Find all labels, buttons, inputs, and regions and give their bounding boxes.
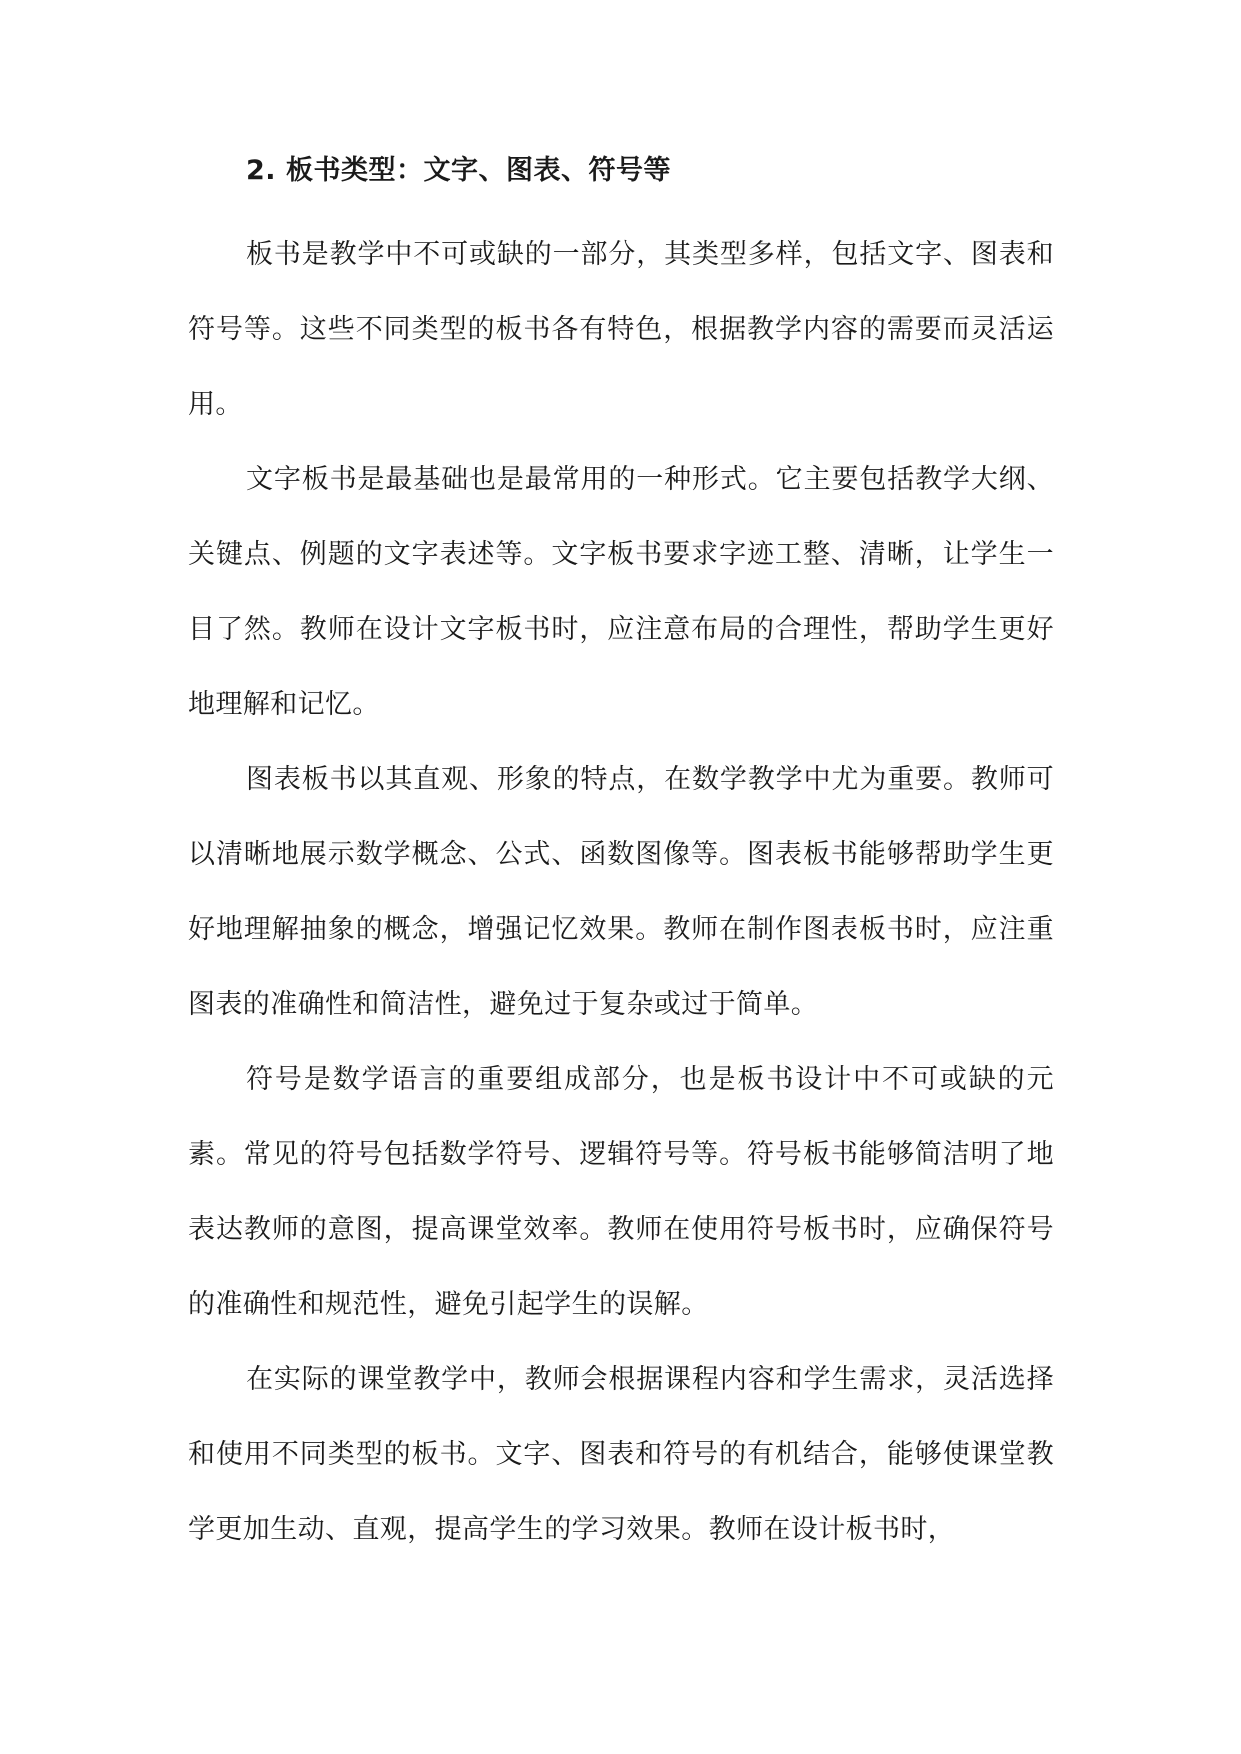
- paragraph-intro: 板书是教学中不可或缺的一部分，其类型多样，包括文字、图表和符号等。这些不同类型的板书各有特色，根据教学内容的需要而灵活运用。: [188, 239, 1054, 420]
- paragraph-chart-board: 图表板书以其直观、形象的特点，在数学教学中尤为重要。教师可以清晰地展示数学概念、公式、函数图像等。图表板书能够帮助学生更好地理解抽象的概念，增强记忆效果。教师在制作图表板书时，应注重图表的准确性和简洁性，避免过于复杂或过于简单。: [188, 764, 1054, 1020]
- paragraph-classroom-practice: 在实际的课堂教学中，教师会根据课程内容和学生需求，灵活选择和使用不同类型的板书。文字、图表和符号的有机结合，能够使课堂教学更加生动、直观，提高学生的学习效果。教师在设计板书时，: [188, 1364, 1054, 1545]
- document-body: [188, 145, 1054, 1567]
- section-heading: 2. 板书类型：文字、图表、符号等: [246, 155, 671, 186]
- paragraph-symbol-board: 符号是数学语言的重要组成部分，也是板书设计中不可或缺的元素。常见的符号包括数学符号、逻辑符号等。符号板书能够简洁明了地表达教师的意图，提高课堂效率。教师在使用符号板书时，应确保符号的准确性和规范性，避免引起学生的误解。: [188, 1064, 1054, 1320]
- paragraph-text-board: 文字板书是最基础也是最常用的一种形式。它主要包括教学大纲、关键点、例题的文字表述等。文字板书要求字迹工整、清晰，让学生一目了然。教师在设计文字板书时，应注意布局的合理性，帮助学生更好地理解和记忆。: [188, 464, 1054, 720]
